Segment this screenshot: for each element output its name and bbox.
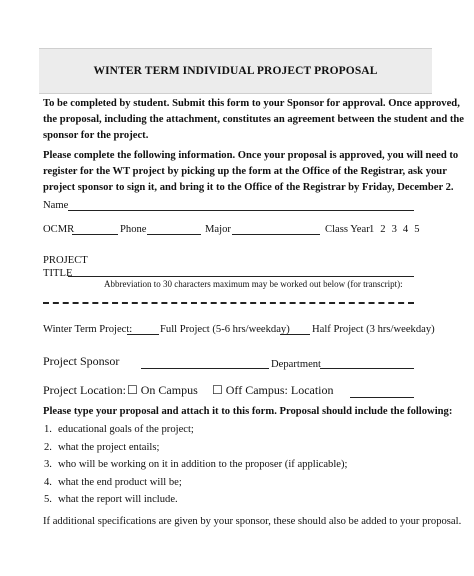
- footer-note: If additional specifications are given by your sponsor, these should also be added to your proposal.: [43, 516, 462, 527]
- ocmr-label: OCMR: [43, 224, 75, 235]
- off-campus-option[interactable]: ☐ Off Campus: Location: [212, 383, 334, 397]
- list-text: what the report will include.: [57, 494, 178, 505]
- proposal-item-4: [44, 477, 182, 488]
- title-band: [39, 48, 432, 94]
- half-project-label: Half Project (3 hrs/weekday): [312, 324, 435, 335]
- full-project-label: Full Project (5-6 hrs/weekday): [160, 324, 290, 335]
- list-number: 2.: [44, 442, 52, 453]
- project-label: PROJECT: [43, 255, 88, 266]
- list-number: 4.: [44, 477, 52, 488]
- class-year-option[interactable]: 2: [380, 224, 386, 235]
- abbreviation-field[interactable]: [43, 302, 414, 304]
- major-field[interactable]: [232, 234, 320, 235]
- phone-label: Phone: [120, 224, 147, 235]
- phone-field[interactable]: [147, 234, 201, 235]
- proposal-item-1: [44, 424, 194, 435]
- on-campus-option[interactable]: ☐ On Campus: [127, 383, 198, 397]
- class-year-option[interactable]: 1: [369, 224, 375, 235]
- project-title-field[interactable]: [68, 276, 414, 277]
- instruction-line-2: register for the WT project by picking up the form at the Office of the Registrar, ask your: [43, 166, 447, 177]
- intro-line-3: sponsor for the project.: [43, 130, 149, 141]
- abbreviation-note: Abbreviation to 30 characters maximum may be worked out below (for transcript):: [104, 279, 403, 289]
- major-label: Major: [205, 224, 231, 235]
- class-year-options[interactable]: [369, 222, 425, 238]
- winter-term-project-label: Winter Term Project:: [43, 324, 133, 335]
- department-label: Department: [271, 359, 322, 370]
- intro-line-1: To be completed by student. Submit this form to your Sponsor for approval. Once approved,: [43, 98, 460, 109]
- name-label: Name: [43, 200, 69, 211]
- intro-line-2: the proposal, including the attachment, constitutes an agreement between the student and the: [43, 114, 465, 125]
- proposal-item-5: [44, 494, 178, 505]
- proposal-instruction: Please type your proposal and attach it to this form. Proposal should include the following:: [43, 406, 453, 417]
- project-location-label: Project Location:: [43, 383, 126, 397]
- name-field[interactable]: [68, 210, 414, 211]
- project-sponsor-field[interactable]: [141, 368, 269, 369]
- class-year-option[interactable]: 3: [391, 224, 397, 235]
- list-number: 1.: [44, 424, 52, 435]
- list-text: what the project entails;: [57, 442, 160, 453]
- ocmr-field[interactable]: [72, 234, 118, 235]
- off-campus-location-field[interactable]: [350, 397, 414, 398]
- proposal-item-2: [44, 442, 159, 453]
- project-sponsor-label: Project Sponsor: [43, 354, 120, 368]
- half-project-check[interactable]: [280, 334, 310, 335]
- form-title: WINTER TERM INDIVIDUAL PROJECT PROPOSAL: [93, 65, 378, 77]
- list-text: what the end product will be;: [57, 477, 182, 488]
- department-field[interactable]: [320, 368, 414, 369]
- list-number: 3.: [44, 459, 52, 470]
- proposal-item-3: [44, 459, 347, 470]
- instruction-line-3: project sponsor to sign it, and bring it to the Office of the Registrar by Friday, December 2.: [43, 182, 454, 193]
- list-number: 5.: [44, 494, 52, 505]
- title-label: TITLE: [43, 268, 73, 279]
- full-project-check[interactable]: [127, 334, 159, 335]
- class-year-option[interactable]: 4: [402, 224, 409, 235]
- instruction-line-1: Please complete the following information. Once your proposal is approved, you will need to: [43, 150, 459, 161]
- class-year-option[interactable]: 5: [414, 224, 420, 235]
- class-year-label: Class Year: [325, 224, 370, 235]
- list-text: who will be working on it in addition to the proposer (if applicable);: [57, 459, 348, 470]
- list-text: educational goals of the project;: [57, 424, 194, 435]
